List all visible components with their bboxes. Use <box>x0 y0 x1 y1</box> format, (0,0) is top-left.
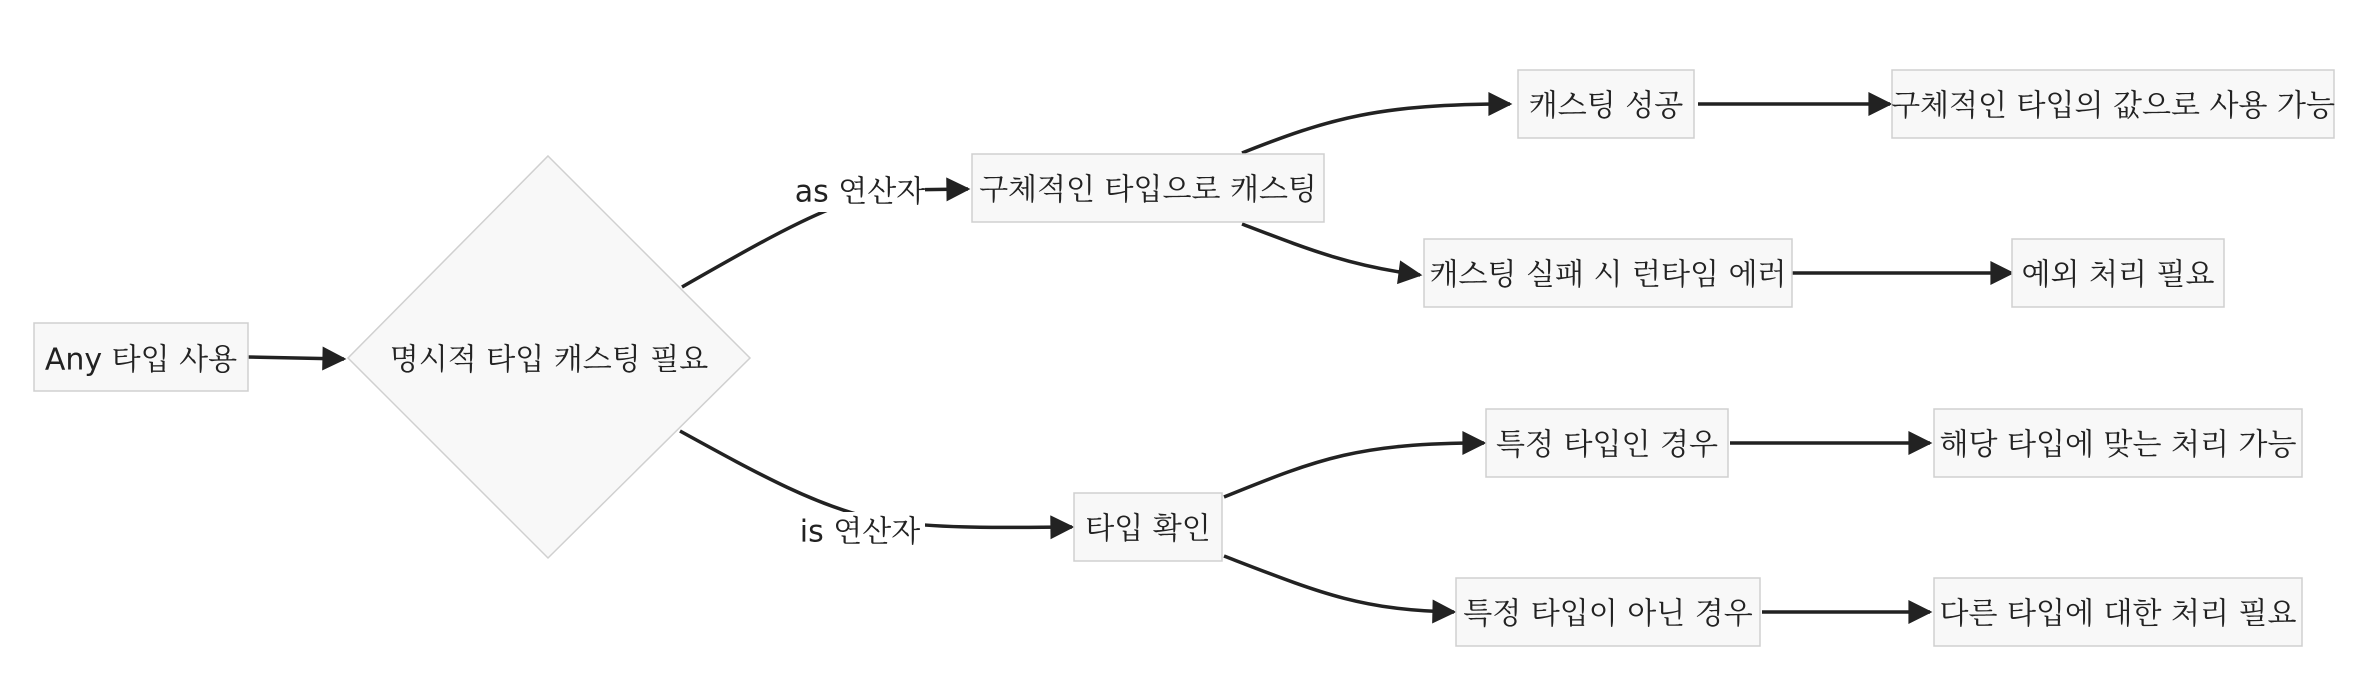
edge-type-check-to-not-type <box>1224 556 1454 612</box>
node-exception <box>2012 239 2224 307</box>
node-cast-fail <box>1424 239 1792 307</box>
node-decision-label: 명시적 타입 캐스팅 필요 <box>389 342 709 378</box>
edge-label-as-operator <box>795 172 926 212</box>
node-exception-label: 예외 처리 필요 <box>2021 257 2215 293</box>
node-not-type <box>1456 578 1760 646</box>
node-start-label: Any 타입 사용 <box>44 342 238 378</box>
node-not-type-label: 특정 타입이 아닌 경우 <box>1463 596 1753 632</box>
edge-type-check-to-is-type <box>1224 443 1484 497</box>
edge-label-as-operator-text: as 연산자 <box>794 174 926 210</box>
node-cast-label: 구체적인 타입으로 캐스팅 <box>979 172 1317 208</box>
edge-cast-to-success <box>1242 104 1510 153</box>
node-handle-other-label: 다른 타입에 대한 처리 필요 <box>1939 596 2297 632</box>
node-is-type <box>1486 409 1728 477</box>
edge-label-is-operator <box>795 512 925 552</box>
edge-cast-to-fail <box>1242 224 1420 275</box>
node-cast <box>972 154 1324 222</box>
node-cast-success-label: 캐스팅 성공 <box>1528 88 1684 124</box>
node-handle-other <box>1934 578 2302 646</box>
node-handle-type <box>1934 409 2302 477</box>
node-handle-type-label: 해당 타입에 맞는 처리 가능 <box>1939 427 2297 463</box>
node-type-check-label: 타입 확인 <box>1085 511 1211 547</box>
node-cast-use <box>1891 70 2335 138</box>
node-decision <box>348 156 750 558</box>
node-start <box>34 323 248 391</box>
node-cast-fail-label: 캐스팅 실패 시 런타임 에러 <box>1429 257 1787 293</box>
node-is-type-label: 특정 타입인 경우 <box>1496 427 1718 463</box>
node-type-check <box>1074 493 1222 561</box>
node-cast-use-label: 구체적인 타입의 값으로 사용 가능 <box>1891 88 2335 124</box>
node-cast-success <box>1518 70 1694 138</box>
edge-label-is-operator-text: is 연산자 <box>799 514 921 550</box>
edge-start-to-decision <box>248 357 344 359</box>
